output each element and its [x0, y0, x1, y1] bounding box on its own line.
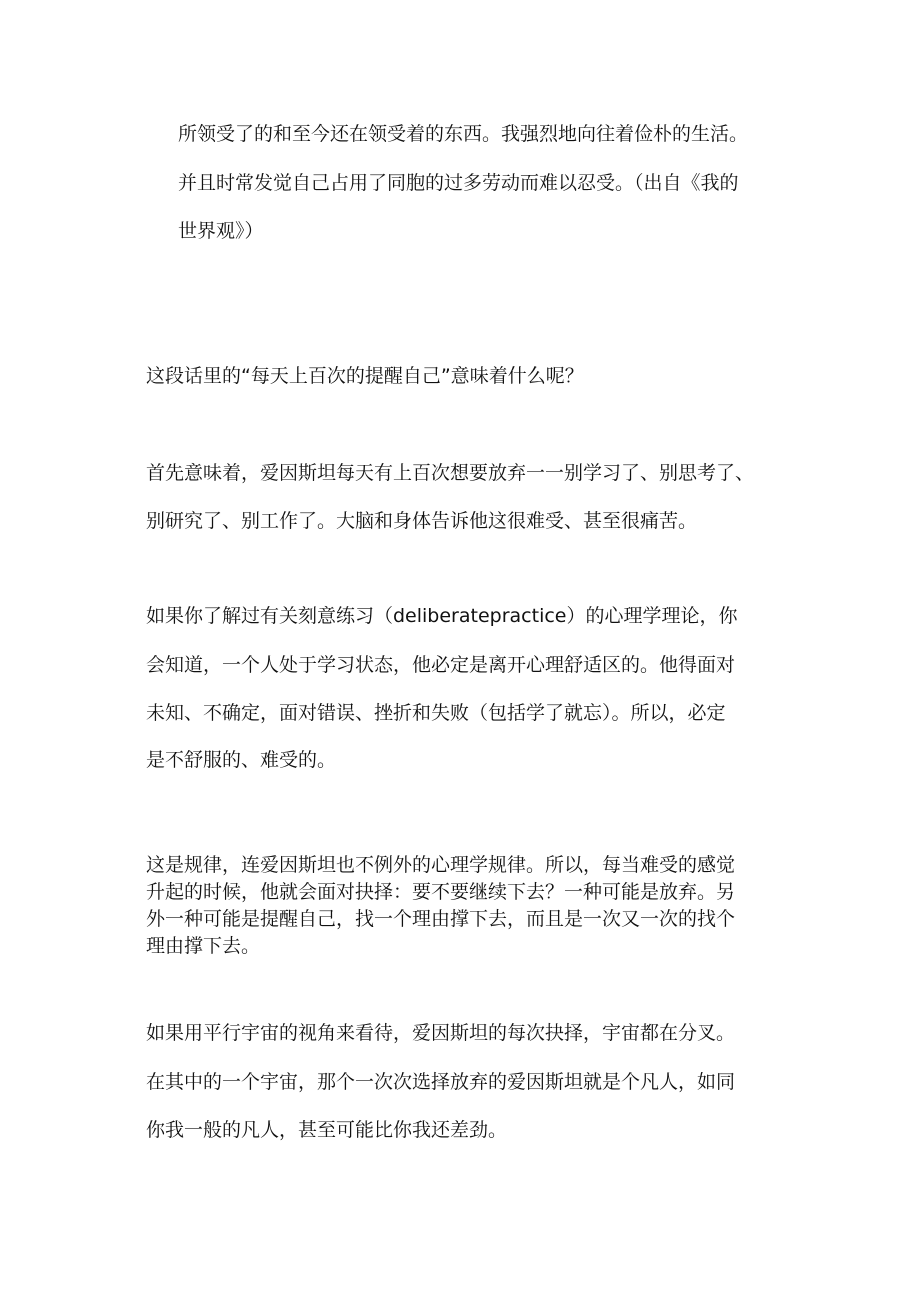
paragraph-line: 在其中的一个宇宙，那个一次次选择放弃的爱因斯坦就是个凡人，如同 — [146, 1071, 736, 1093]
quote-line: 并且时常发觉自己占用了同胞的过多劳动而难以忍受。（出自《我的 — [178, 172, 739, 194]
paragraph-line: 如果你了解过有关刻意练习（deliberatepractice）的心理学理论，你 — [146, 605, 738, 627]
paragraph-line: 你我一般的凡人，甚至可能比你我还差劲。 — [146, 1119, 508, 1141]
paragraph-line: 未知、不确定，面对错误、挫折和失败（包括学了就忘）。所以，必定 — [146, 702, 726, 724]
paragraph-line: 这是规律，连爱因斯坦也不例外的心理学规律。所以，每当难受的感觉 — [146, 854, 736, 876]
quote-line: 所领受了的和至今还在领受着的东西。我强烈地向往着俭朴的生活。 — [178, 123, 749, 145]
quote-line: 世界观》） — [178, 220, 264, 242]
paragraph-line: 是不舒服的、难受的。 — [146, 749, 337, 771]
paragraph-line: 会知道，一个人处于学习状态，他必定是离开心理舒适区的。他得面对 — [146, 654, 736, 676]
paragraph-line: 如果用平行宇宙的视角来看待，爱因斯坦的每次抉择，宇宙都在分叉。 — [146, 1022, 736, 1044]
paragraph-line: 升起的时候，他就会面对抉择：要不要继续下去？一种可能是放弃。另 — [146, 881, 736, 903]
paragraph-question: 这段话里的“每天上百次的提醒自己”意味着什么呢？ — [146, 365, 584, 387]
paragraph-line: 外一种可能是提醒自己，找一个理由撑下去，而且是一次又一次的找个 — [146, 908, 736, 930]
paragraph-line: 理由撑下去。 — [146, 935, 261, 957]
paragraph-line: 别研究了、别工作了。大脑和身体告诉他这很难受、甚至很痛苦。 — [146, 510, 698, 532]
paragraph-line: 首先意味着，爱因斯坦每天有上百次想要放弃一一别学习了、别思考了、 — [146, 462, 755, 484]
